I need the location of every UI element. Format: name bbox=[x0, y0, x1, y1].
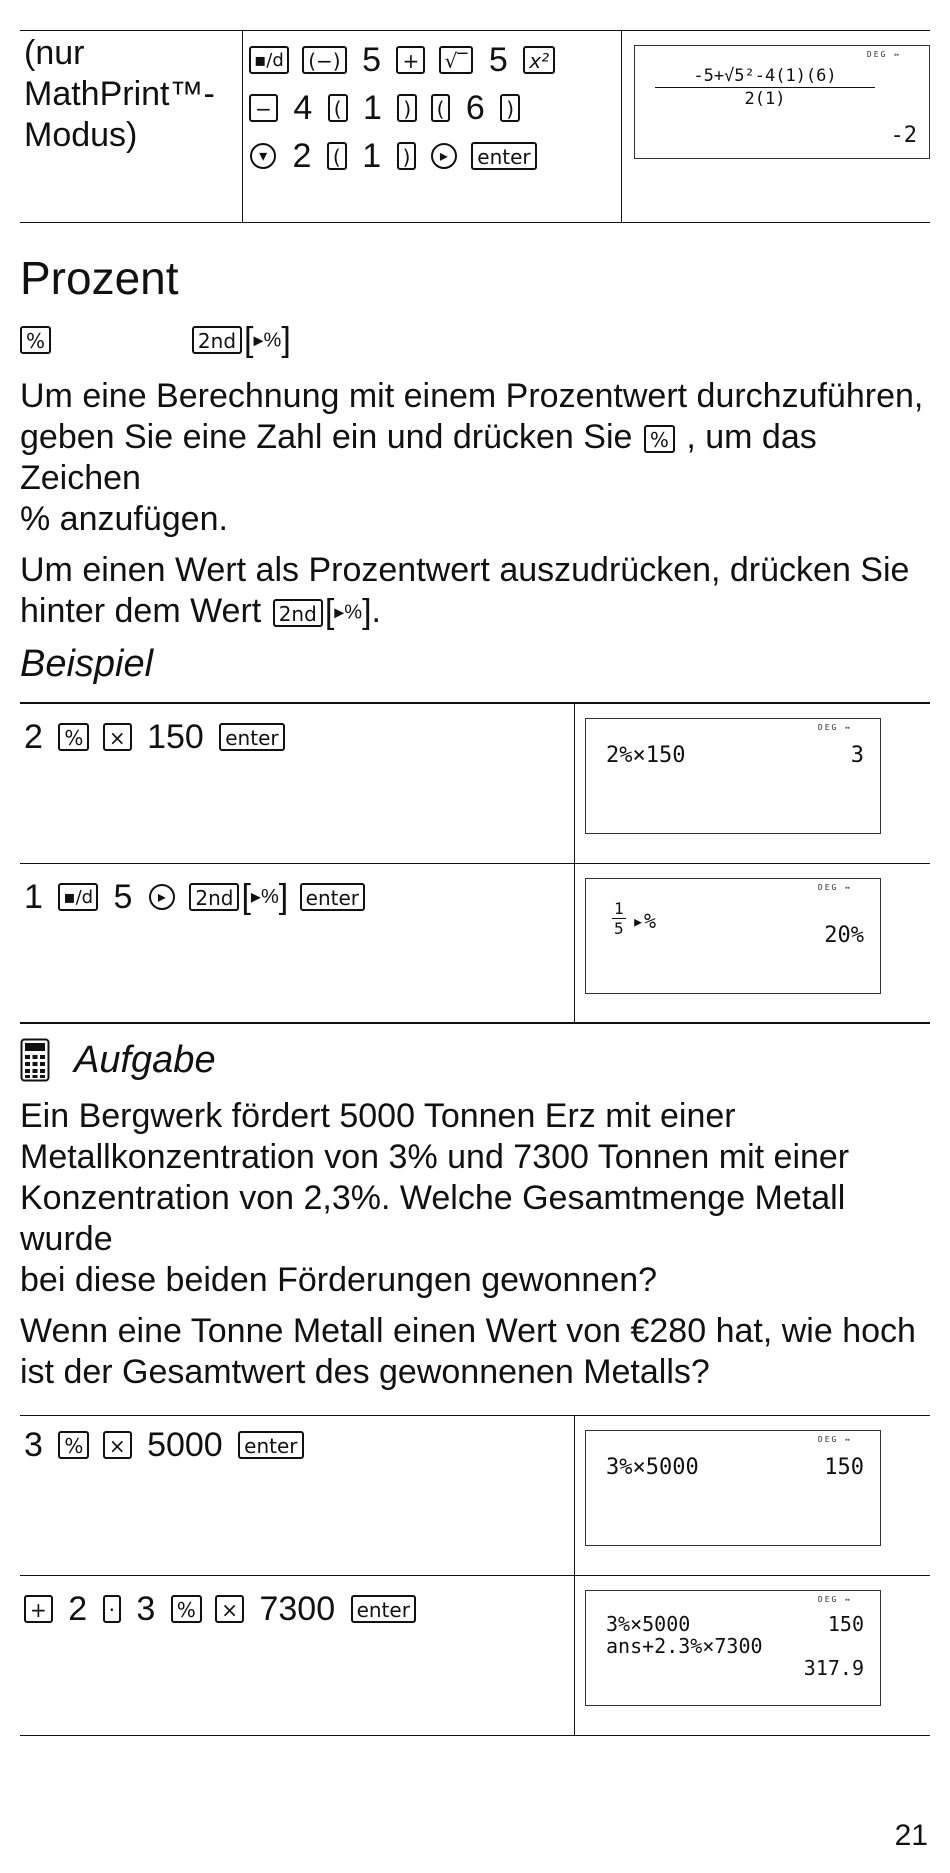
table-row bbox=[20, 1576, 930, 1736]
screen-cell bbox=[622, 31, 931, 223]
left-paren-key: ( bbox=[327, 142, 347, 170]
number: 5000 bbox=[147, 1426, 223, 1465]
screen-cell bbox=[575, 1416, 931, 1576]
left-paren-key: ( bbox=[431, 94, 451, 122]
digit: 5 bbox=[488, 41, 508, 80]
digit: 5 bbox=[362, 41, 381, 80]
calculator-screen bbox=[585, 718, 881, 834]
table-row bbox=[20, 863, 930, 1023]
enter-key: enter bbox=[238, 1431, 303, 1459]
section-heading-prozent: Prozent bbox=[20, 252, 179, 304]
to-percent-key: ▸% bbox=[253, 329, 282, 352]
example-table bbox=[20, 702, 930, 1024]
number: 7300 bbox=[259, 1590, 336, 1629]
screen-result: 317.9 bbox=[803, 1656, 864, 1681]
right-arrow-icon: ▸ bbox=[431, 143, 457, 169]
status-bar: DEG ↔ bbox=[817, 1435, 852, 1445]
screen-result: 3 bbox=[850, 743, 864, 769]
percent-key: % bbox=[171, 1595, 202, 1623]
digit: 1 bbox=[362, 89, 382, 128]
fraction-numerator: -5+√5²-4(1)(6) bbox=[655, 66, 875, 88]
digit: 5 bbox=[113, 877, 133, 916]
prozent-paragraph-1: Um eine Berechnung mit einem Prozentwert durchzuführen, geben Sie eine Zahl ein und drücken Sie % , um das Zeichen % anzufügen. bbox=[20, 376, 924, 538]
screen-suffix: ▸% bbox=[632, 908, 657, 933]
task-table bbox=[20, 1415, 930, 1736]
screen-input: 3%×5000 bbox=[606, 1455, 699, 1481]
mode-label-cell bbox=[20, 31, 243, 223]
plus-key: + bbox=[24, 1595, 53, 1623]
calculator-icon bbox=[20, 1038, 50, 1082]
screen-result: 150 bbox=[827, 1612, 864, 1637]
table-row bbox=[20, 703, 930, 863]
digit: 2 bbox=[68, 1590, 88, 1629]
frac-key: ▪/d bbox=[249, 46, 289, 74]
digit: 4 bbox=[293, 89, 313, 128]
enter-key: enter bbox=[351, 1595, 416, 1623]
mode-label-line: MathPrint™- bbox=[24, 75, 215, 113]
keystroke-cell bbox=[20, 1416, 575, 1576]
keystroke-cell: 1 ▪/d 5 ▸ 2nd [▸%] enter bbox=[20, 863, 575, 1023]
page bbox=[20, 30, 930, 1736]
plus-key: + bbox=[396, 46, 425, 74]
calculator-screen bbox=[585, 878, 881, 994]
minus-key: − bbox=[249, 94, 278, 122]
times-key: × bbox=[215, 1595, 244, 1623]
negative-key: (−) bbox=[302, 46, 346, 74]
digit: 2 bbox=[24, 718, 43, 757]
screen-input: 2%×150 bbox=[606, 743, 686, 769]
table-row bbox=[20, 1416, 930, 1576]
digit: 3 bbox=[136, 1590, 156, 1629]
right-paren-key: ) bbox=[397, 94, 417, 122]
times-key: × bbox=[103, 723, 132, 751]
decimal-key: · bbox=[103, 1595, 121, 1623]
keystroke-cell bbox=[20, 1576, 575, 1736]
prozent-paragraph-2: Um einen Wert als Prozentwert auszudrücken, drücken Sie hinter dem Wert 2nd [▸%]. bbox=[20, 550, 910, 632]
screen-input: 3%×5000 ans+2.3%×7300 bbox=[606, 1612, 763, 1659]
prozent-key-line: % 2nd [▸%] bbox=[20, 319, 930, 360]
number: 150 bbox=[147, 718, 204, 757]
aufgabe-heading: Aufgabe bbox=[74, 1038, 216, 1081]
keystroke-cell bbox=[243, 31, 622, 223]
page-number: 21 bbox=[894, 1819, 928, 1852]
enter-key: enter bbox=[300, 883, 365, 911]
screen-fraction: 1 5 bbox=[614, 898, 624, 938]
screen-cell bbox=[575, 1576, 931, 1736]
calculator-screen bbox=[585, 1430, 881, 1546]
mode-label-line: Modus) bbox=[24, 116, 138, 154]
second-key: 2nd bbox=[273, 599, 323, 627]
digit: 3 bbox=[24, 1426, 43, 1465]
enter-key: enter bbox=[219, 723, 284, 751]
digit: 6 bbox=[465, 89, 485, 128]
digit: 1 bbox=[24, 877, 43, 916]
fraction-denominator: 2(1) bbox=[744, 89, 786, 109]
keystroke-cell bbox=[20, 703, 575, 863]
aufgabe-header bbox=[20, 1038, 930, 1082]
screen-cell bbox=[575, 703, 931, 863]
aufgabe-paragraph-2: Wenn eine Tonne Metall einen Wert von €280 hat, wie hoch ist der Gesamtwert des gewonnenen Metalls? bbox=[20, 1312, 916, 1392]
screen-cell bbox=[575, 863, 931, 1023]
digit: 2 bbox=[292, 137, 312, 176]
aufgabe-paragraph-1: Ein Bergwerk fördert 5000 Tonnen Erz mit einer Metallkonzentration von 3% und 7300 Tonnen mit einer Konzentration von 2,3%. Welche Gesamtmenge Metall wurde bei diese beiden Förderungen gewonnen? bbox=[20, 1097, 850, 1300]
status-bar: DEG ↔ bbox=[817, 723, 852, 733]
down-arrow-icon: ▾ bbox=[250, 143, 276, 169]
status-bar: DEG ↔ bbox=[817, 1595, 852, 1605]
status-bar: DEG ↔ bbox=[866, 50, 901, 59]
screen-result: -2 bbox=[890, 123, 917, 148]
to-percent-key: ▸% bbox=[334, 601, 363, 624]
screen-result: 150 bbox=[824, 1455, 864, 1481]
right-arrow-icon: ▸ bbox=[149, 884, 175, 910]
example-heading: Beispiel bbox=[20, 643, 154, 686]
square-key: x² bbox=[523, 46, 555, 74]
calculator-screen bbox=[585, 1590, 881, 1706]
percent-key: % bbox=[58, 1431, 89, 1459]
status-bar: DEG ↔ bbox=[817, 882, 852, 892]
percent-key: % bbox=[20, 326, 51, 354]
second-key: 2nd bbox=[192, 326, 242, 354]
right-paren-key: ) bbox=[397, 142, 417, 170]
digit: 1 bbox=[362, 137, 382, 176]
percent-key: % bbox=[58, 723, 89, 751]
sqrt-key: √‾ bbox=[439, 46, 474, 74]
to-percent-key: ▸% bbox=[250, 885, 279, 908]
calculator-screen bbox=[634, 45, 930, 159]
times-key: × bbox=[103, 1431, 132, 1459]
mode-label-line: (nur bbox=[24, 34, 85, 72]
percent-key: % bbox=[644, 425, 675, 453]
left-paren-key: ( bbox=[328, 94, 348, 122]
screen-result: 20% bbox=[824, 922, 864, 948]
frac-key: ▪/d bbox=[58, 883, 98, 911]
second-key: 2nd bbox=[189, 883, 239, 911]
right-paren-key: ) bbox=[500, 94, 520, 122]
mathprint-table bbox=[20, 30, 930, 223]
enter-key: enter bbox=[471, 142, 536, 170]
